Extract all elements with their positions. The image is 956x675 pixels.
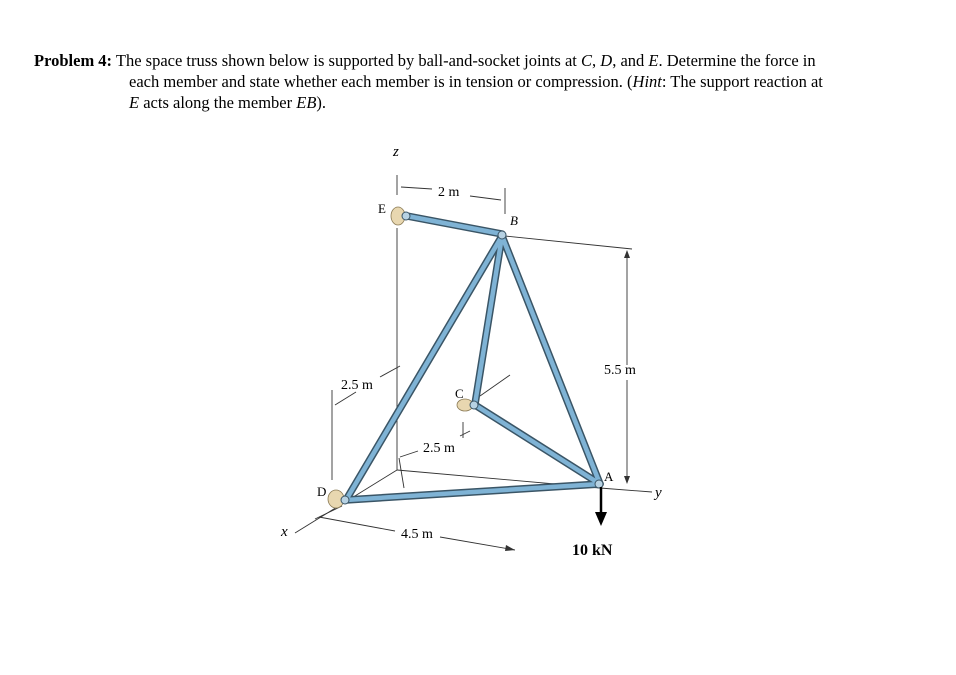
member-eb: [407, 216, 502, 234]
joint-ref-e: E: [648, 51, 659, 70]
dim-2m-left: [401, 187, 432, 189]
arrowhead: [624, 250, 630, 258]
arrowhead: [505, 545, 515, 551]
joint-ref-e-2: E: [129, 93, 140, 112]
dim-4-5-left: [319, 517, 395, 531]
axis-y-label: y: [655, 485, 662, 501]
dim-5-5m-label: 5.5 m: [604, 363, 636, 378]
y-axis-line: [600, 488, 652, 492]
joint-a-pin: [595, 480, 603, 488]
problem-sep-2: , and: [612, 51, 649, 70]
problem-label: Problem 4:: [34, 51, 113, 70]
dim-2-5-center-b: [460, 431, 470, 436]
support-d: [328, 490, 349, 508]
joint-a-label: A: [604, 469, 614, 484]
truss-members: [346, 216, 600, 500]
problem-text-1: The space truss shown below is supported by ball-and-socket joints at: [112, 51, 582, 70]
axis-x-label: x: [281, 524, 288, 540]
problem-sep-1: ,: [592, 51, 601, 70]
axis-z-label: z: [393, 144, 399, 160]
dim-2m-label: 2 m: [438, 185, 460, 200]
problem-text-4: : The support reaction at: [661, 72, 823, 91]
member-ba: [502, 236, 600, 484]
problem-text-6: ).: [316, 93, 327, 112]
joint-ref-d: D: [600, 51, 613, 70]
problem-text-3: each member and state whether each member is in tension or compression. (: [129, 72, 633, 91]
load-arrow: [595, 487, 607, 526]
dim-4-5m-label: 4.5 m: [401, 527, 433, 542]
dim-2-5m-center-label: 2.5 m: [423, 441, 455, 456]
support-e: [391, 207, 410, 225]
joint-d-label: D: [317, 484, 327, 499]
joint-c-label: C: [455, 386, 464, 401]
dim-2-5-center-a: [400, 451, 418, 457]
dim-2m-right: [470, 196, 501, 200]
joint-ref-c: C: [581, 51, 593, 70]
hint-label: Hint: [632, 72, 662, 91]
joint-e-label: E: [378, 201, 386, 216]
c-ext-line: [480, 375, 510, 396]
member-fills: [346, 216, 600, 500]
member-da: [346, 484, 600, 500]
arrowhead: [624, 476, 630, 484]
problem-text-2: . Determine the force in: [658, 51, 816, 70]
joint-b-label: B: [510, 213, 518, 228]
dim-2-5m-left-label: 2.5 m: [341, 378, 373, 393]
problem-text-5: acts along the member: [139, 93, 297, 112]
dim-2-5-left-a: [335, 392, 356, 405]
dim-5-5-top-ext: [505, 236, 632, 249]
joint-b-pin: [498, 231, 506, 239]
dim-4-5-right: [440, 537, 515, 550]
load-label: 10 kN: [572, 542, 613, 559]
member-ref-eb: EB: [296, 93, 317, 112]
dim-2-5-center-ext: [399, 458, 404, 488]
